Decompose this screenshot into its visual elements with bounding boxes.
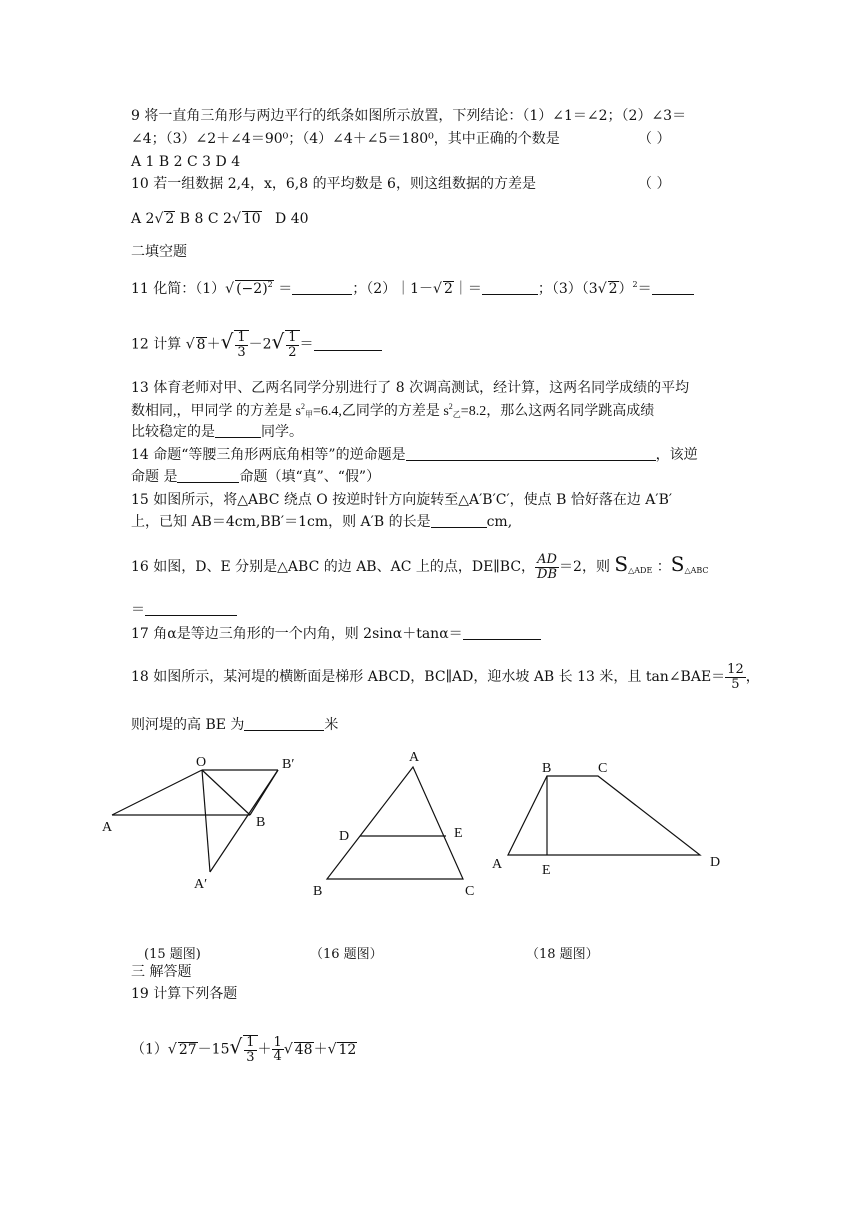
q15-line1: 15 如图所示，将△ABC 绕点 O 按逆时针方向旋转至△A′B′C′，使点 B 恰好落在边 A′B′ (131, 492, 673, 508)
q19-title: 19 计算下列各题 (131, 986, 238, 1002)
q15-blank (431, 515, 487, 528)
q14-line1: 14 命题“等腰三角形两底角相等”的逆命题是 ，该逆 (131, 447, 698, 463)
q10-option-a: A 2 (131, 211, 155, 227)
q10-options: A 2√ 2 B 8 C 2√ 10 D 40 (131, 211, 309, 227)
q16-blank (145, 603, 237, 616)
q11-blank-2 (482, 282, 538, 295)
q11-eq3: ＝ (637, 281, 652, 297)
q18-blank (244, 718, 324, 731)
q13-line1: 13 体育老师对甲、乙两名同学分别进行了 8 次调高测试，经计算，这两名同学成绩的平均 (131, 380, 690, 396)
q19-radicand-27: 27 (178, 1041, 197, 1058)
fig16-label-e: E (454, 826, 463, 841)
q19-fraction-1-4: $\frac{1}{4}$ (273, 1034, 282, 1065)
q11-eq1: ＝ (278, 281, 293, 297)
q12-eq: ＝ (299, 336, 314, 353)
q11-p2-radicand: 2 (443, 281, 453, 297)
q11-p3-radicand: 2 (608, 281, 618, 297)
q19-radicand-12: 12 (338, 1041, 357, 1058)
fig15-label-b: B (256, 815, 266, 830)
fig16-caption: （16 题图） (310, 947, 383, 962)
q9-answer-paren: （ ） (638, 131, 671, 147)
q15-line2: 上，已知 AB＝4cm,BB′＝1cm，则 A′B 的长是 cm, (131, 514, 513, 530)
fig15-label-a-prime: A′ (194, 877, 208, 892)
fig15-label-a: A (102, 820, 113, 835)
q12-minus: －2 (248, 336, 272, 353)
fig18-label-b: B (542, 761, 552, 776)
q12-fraction-1: $\frac{1}{3}$ (234, 330, 248, 359)
q11-p2: ；（2）｜1－ (352, 281, 434, 297)
q11-lead: 11 化简：（1） (131, 281, 226, 297)
q10-answer-paren: （ ） (638, 176, 671, 192)
fig18-label-d: D (710, 855, 721, 870)
q17-line: 17 角α是等边三角形的一个内角，则 2sinα＋tanα＝ (131, 627, 541, 641)
q9-line2: ∠4；（3）∠2＋∠4＝90⁰；（4）∠4＋∠5＝180⁰，其中正确的个数是 (131, 131, 560, 147)
q11-p1-radicand: $(-2)^2$ (236, 280, 273, 297)
q11-p3: ；（3）（3 (537, 281, 598, 297)
fig18-caption: （18 题图） (526, 947, 599, 962)
fig16-label-b: B (313, 884, 323, 899)
q17-blank (463, 627, 541, 640)
q9-options: A 1 B 2 C 3 D 4 (131, 154, 241, 170)
fig15-label-o: O (196, 755, 207, 770)
q11-p3-exponent: 2 (632, 280, 638, 289)
q12-plus: ＋ (206, 336, 221, 353)
q16-line1: 16 如图，D、E 分别是△ABC 的边 AB、AC 上的点，DE∥BC， $\frac{AD}{DB}$ ＝2，则 $S_{\triangle ADE}$ ：$S_{\triangle ABC}$ (131, 552, 709, 582)
q10-option-bc: B 8 C 2 (179, 211, 232, 227)
q11-p3-end: ） (618, 281, 633, 297)
section-solutions-heading: 三 解答题 (131, 964, 192, 980)
q19-radicand-48: 48 (294, 1041, 313, 1058)
figure-15-rotation (98, 752, 318, 897)
q12-lead: 12 计算 (131, 336, 182, 353)
fig16-label-d: D (339, 829, 350, 844)
q19-fraction-1-3: $\frac{1}{3}$ (243, 1035, 257, 1064)
q11-line: 11 化简：（1）√ $(-2)^2$ ＝ ；（2）｜1－√ 2｜＝ ；（3）（3√ 2）$^2$＝ (131, 280, 694, 296)
fig18-label-c: C (598, 761, 608, 776)
q12-radicand-8: 8 (196, 336, 206, 353)
fig16-label-a: A (409, 750, 420, 765)
fig15-label-b-prime: B′ (282, 757, 295, 772)
q11-p2-end: ｜＝ (453, 281, 482, 297)
q12-blank (314, 338, 382, 351)
section-fill-in-heading: 二填空题 (131, 244, 187, 260)
fig16-label-c: C (465, 884, 475, 899)
q19-part1: （1）√ 27－15√ $\frac{1}{3}$ ＋ $\frac{1}{4}$ √ 48＋√ 12 (131, 1034, 357, 1065)
q11-blank-3 (652, 282, 694, 295)
fig15-caption: (15 题图) (144, 947, 201, 962)
q13-blank (215, 425, 261, 438)
fig18-label-e: E (542, 863, 551, 878)
q9-line1: 9 将一直角三角形与两边平行的纸条如图所示放置，下列结论：（1）∠1＝∠2；（2）∠3＝ (131, 108, 687, 124)
q14-blank-1 (406, 448, 656, 461)
figure-16-triangle (305, 745, 495, 900)
q18-line2: 则河堤的高 BE 为 米 (131, 717, 339, 733)
q10-option-d: D 40 (275, 211, 309, 227)
fig18-label-a: A (492, 857, 503, 872)
q10-text: 10 若一组数据 2,4，x，6,8 的平均数是 6，则这组数据的方差是 (131, 176, 536, 192)
q16-line2: ＝ (131, 603, 237, 617)
q13-line2: 数相同,，甲同学 的方差是 $s^2_甲=6.4$,乙同学的方差是 $s^2_乙=8.2$，那么这两名同学跳高成绩 (131, 402, 655, 419)
q18-tan-fraction: $\frac{12}{5}$ (727, 662, 744, 692)
q18-line1: 18 如图所示，某河堤的横断面是梯形 ABCD，BC∥AD，迎水坡 AB 长 13 米，且 tan∠BAE＝ $\frac{12}{5}$ ， (131, 662, 760, 692)
q10-option-a-radicand: 2 (165, 211, 175, 227)
q11-blank-1 (292, 282, 352, 295)
q13-line3: 比较稳定的是 同学。 (131, 424, 303, 440)
q14-line2: 命题 是 命题（填“真”、“假”） (131, 469, 381, 485)
q12-line: 12 计算 √ 8＋√ $\frac{1}{3}$ －2√ $\frac{1}{2}$ ＝ (131, 330, 382, 359)
q10-option-c-radicand: 10 (242, 211, 261, 227)
q16-ratio-fraction: $\frac{AD}{DB}$ (537, 552, 558, 582)
figure-18-trapezoid (488, 758, 728, 883)
q14-blank-2 (177, 470, 239, 483)
q12-fraction-2: $\frac{1}{2}$ (285, 330, 299, 359)
